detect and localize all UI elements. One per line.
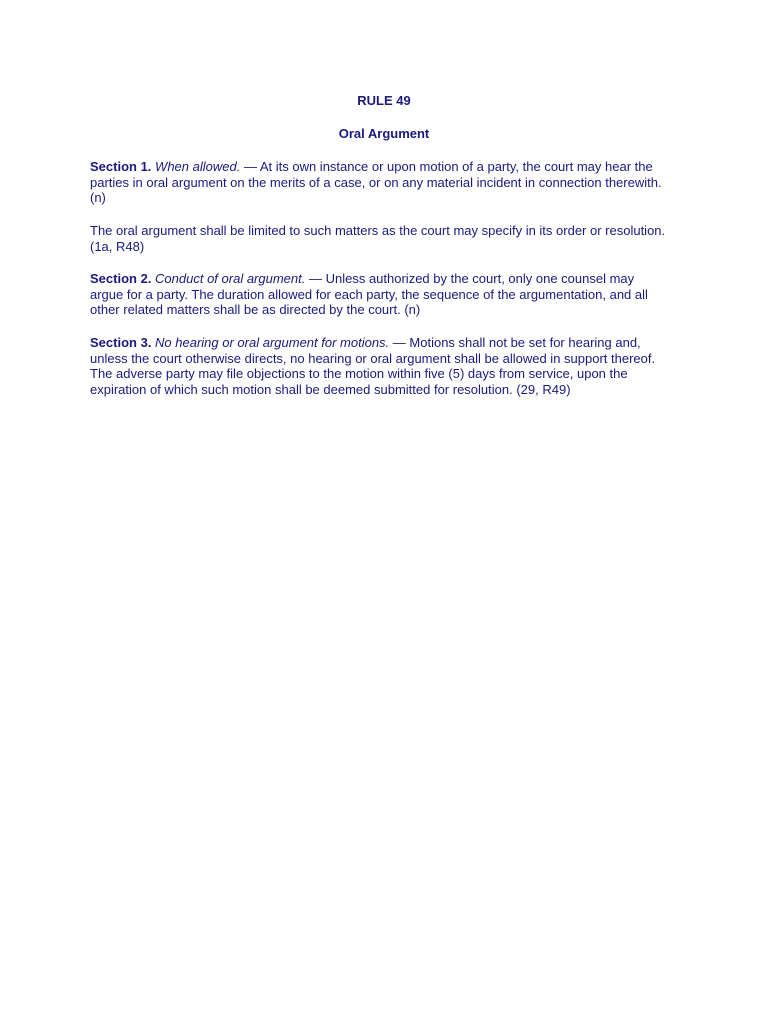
section-1-line-2: parties in oral argument on the merits of a case, or on any material incident in connection therewith. [90,174,662,190]
section-2-paragraph [90,271,690,318]
section-2-line-3: other related matters shall be as directed by the court. (n) [90,302,421,318]
section-1-paragraph [90,159,690,206]
section-1-line-3: (n) [90,190,106,206]
section-3-line-3: The adverse party may file objections to the motion within five (5) days from service, upon the [90,366,628,382]
section-2-line-1: Unless authorized by the court, only one counsel may [325,271,635,287]
section-2-dash: — [305,271,326,287]
section-2-line-2: argue for a party. The duration allowed for each party, the sequence of the argumentation, and all [90,286,648,302]
document-body [90,93,690,414]
continuation-line-2: (1a, R48) [90,238,145,254]
rule-subtitle: Oral Argument [338,125,430,141]
section-3-label: Section 3. [90,334,152,350]
section-2-label: Section 2. [90,271,152,287]
section-3-line-1: Motions shall not be set for hearing and, [409,334,641,350]
rule-title: RULE 49 [357,93,411,108]
section-3-title: No hearing or oral argument for motions. [155,334,390,350]
section-3-dash: — [389,334,410,350]
section-3-paragraph [90,335,690,397]
section-1-title: When allowed. [155,159,241,175]
section-1-label: Section 1. [90,159,152,175]
section-1-line-1: At its own instance or upon motion of a party, the court may hear the [259,159,653,175]
continuation-line-1: The oral argument shall be limited to such matters as the court may specify in its order or resolution. [90,222,666,238]
section-2-title: Conduct of oral argument. [155,271,306,287]
section-3-line-2: unless the court otherwise directs, no hearing or oral argument shall be allowed in support thereof. [90,350,656,366]
section-3-line-4: expiration of which such motion shall be deemed submitted for resolution. (29, R49) [90,381,571,397]
section-1-dash: — [240,159,260,175]
section-1-continuation-paragraph [90,223,690,254]
